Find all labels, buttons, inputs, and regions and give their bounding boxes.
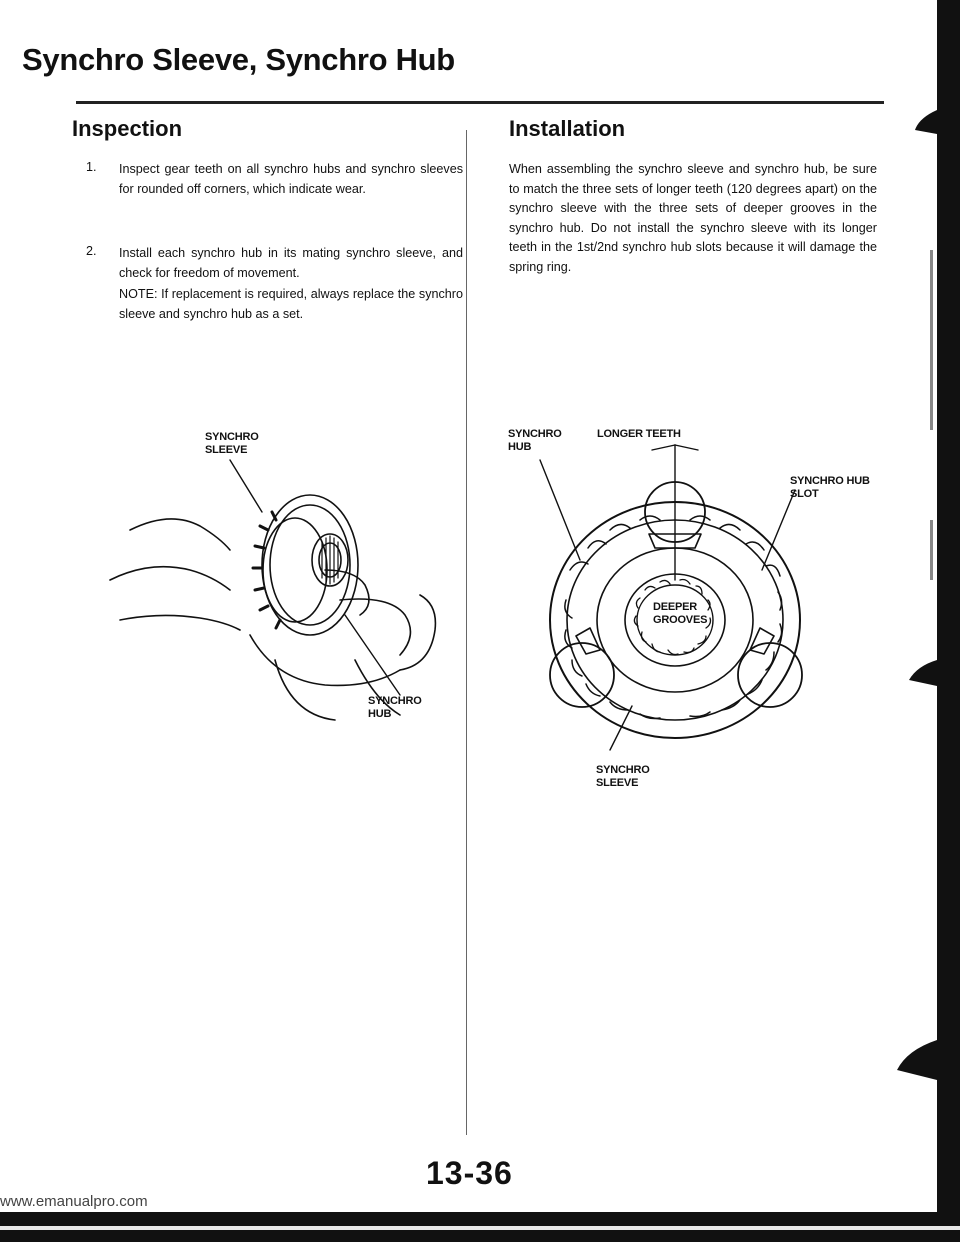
sleeve-outer: [262, 495, 358, 635]
bottom-scan-strip: [0, 1226, 960, 1230]
hand-outline-low: [120, 615, 240, 630]
leader-longer-teeth-b: [675, 445, 698, 450]
step-2-number: 2.: [86, 244, 97, 258]
installation-heading: Installation: [509, 116, 626, 141]
step-1-text: Inspect gear teeth on all synchro hubs and synchro sleeves for rounded off corners, which indicate wear.: [119, 162, 463, 196]
finger-outline-2: [340, 599, 410, 655]
hand-outline-mid: [110, 567, 230, 590]
hand-outline-top: [130, 519, 230, 550]
page-title: Synchro Sleeve, Synchro Hub: [22, 42, 455, 77]
thumb-outline: [250, 635, 400, 685]
watermark-url[interactable]: www.emanualpro.com: [0, 1193, 148, 1210]
inspection-heading: Inspection: [72, 116, 183, 141]
scan-edge-artifact: [875, 0, 960, 1212]
step-1-number: 1.: [86, 160, 97, 174]
label-left-synchro-sleeve: SYNCHRO SLEEVE: [205, 431, 259, 456]
bore-splines: [322, 536, 338, 584]
leader-hub-slot: [762, 490, 795, 570]
leader-longer-teeth-a: [652, 445, 675, 450]
leader-hub: [540, 460, 580, 560]
synchro-assembly-diagram: [500, 420, 830, 770]
finger-outline-3: [400, 595, 435, 670]
replacement-note: NOTE: If replacement is required, always replace the synchro sleeve and synchro hub as a set.: [119, 287, 463, 321]
page-number: 13-36: [426, 1155, 513, 1191]
sleeve-face: [263, 518, 327, 622]
title-rule: [76, 101, 884, 104]
label-right-synchro-sleeve: SYNCHRO SLEEVE: [596, 764, 650, 789]
label-deeper-grooves: DEEPER GROOVES: [653, 601, 708, 626]
leader-sleeve: [610, 706, 632, 750]
hand-synchro-illustration: [100, 430, 450, 730]
column-divider: [466, 130, 467, 1135]
label-left-synchro-hub: SYNCHRO HUB: [368, 695, 422, 720]
leader-hub: [345, 615, 400, 695]
installation-paragraph: When assembling the synchro sleeve and synchro hub, be sure to match the three sets of longer teeth (120 degrees apart) on the synchro sleeve with the three sets of deeper grooves in the synchro hub. Do not install the synchro sleeve with its longer teeth in the 1st/2nd synchro hub slots because it will damage the spring ring.: [509, 162, 877, 274]
label-right-synchro-hub: SYNCHRO HUB: [508, 428, 562, 453]
label-longer-teeth: LONGER TEETH: [597, 428, 681, 440]
wrist-outline: [275, 660, 335, 720]
label-synchro-hub-slot: SYNCHRO HUB SLOT: [790, 475, 870, 500]
leader-sleeve: [230, 460, 262, 512]
step-2-text: Install each synchro hub in its mating synchro sleeve, and check for freedom of movement.: [119, 246, 463, 280]
